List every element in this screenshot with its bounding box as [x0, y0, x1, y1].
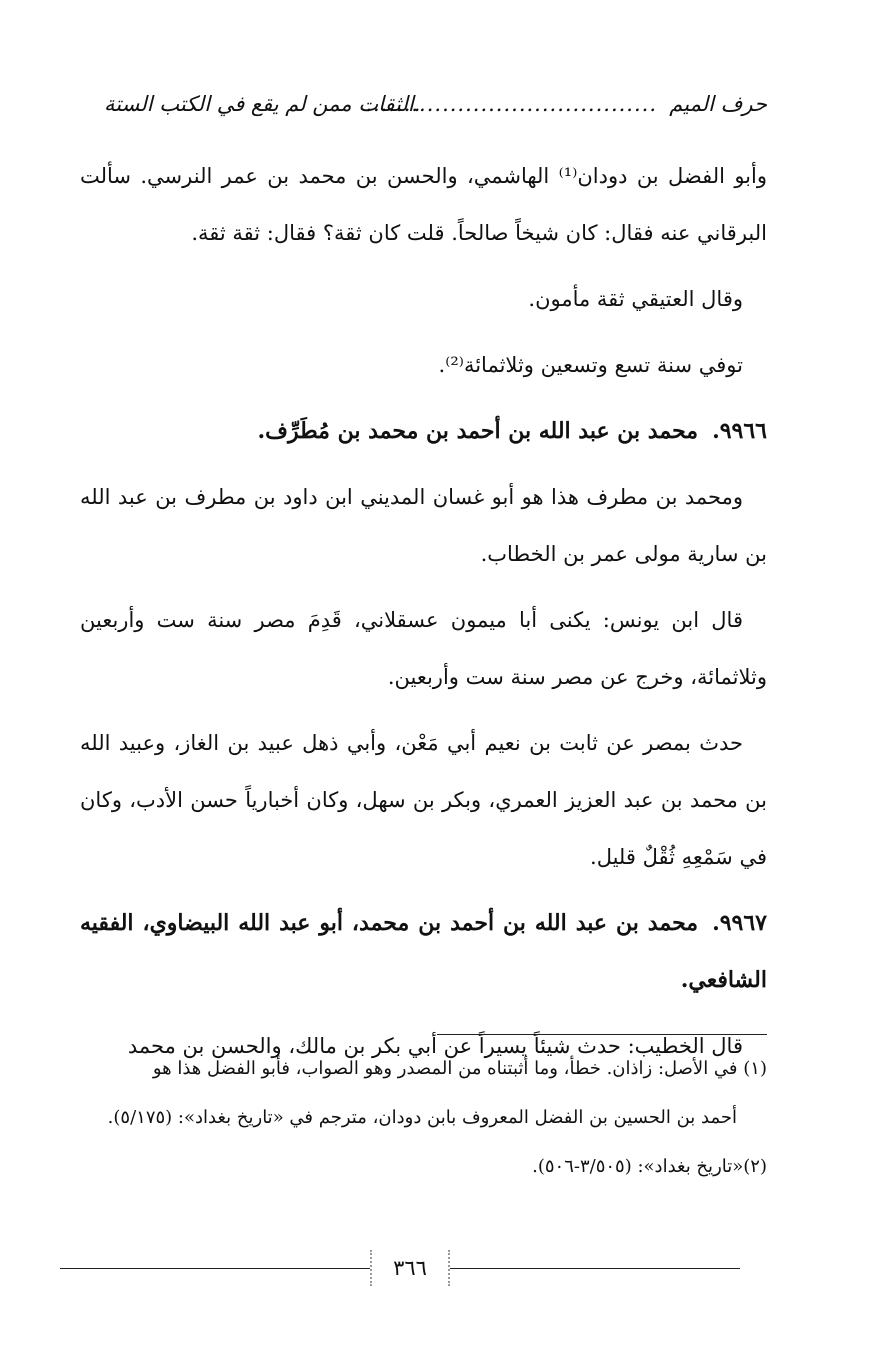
- page-number: ٣٦٦: [370, 1250, 450, 1286]
- entry-heading: [80, 403, 767, 460]
- header-book-title: .الثقات ممن لم يقع في الكتب الستة: [104, 92, 421, 116]
- paragraph: حدث بمصر عن ثابت بن نعيم أبي مَعْن، وأبي ذهل عبيد بن الغاز، وعبيد الله بن محمد بن عبد العزيز العمري، وبكر بن سهل، وكان أخبارياً حسن الأدب، وكان في سَمْعِهِ ثُقْلٌ قليل.: [80, 731, 767, 869]
- paragraph: ومحمد بن مطرف هذا هو أبو غسان المديني ابن داود بن مطرف بن عبد الله بن سارية مولى عمر بن الخطاب.: [80, 485, 767, 566]
- footnote-divider: [437, 1034, 767, 1035]
- entry-number: ٩٩٦٦.: [712, 418, 767, 444]
- header-dots: ......................................: [365, 92, 657, 116]
- paragraph: توفي سنة تسع وتسعين وثلاثمائة⁽²⁾.: [438, 353, 743, 377]
- entry-name: محمد بن عبد الله بن أحمد بن محمد بن مُطَرِّف.: [257, 418, 699, 444]
- footnotes: [80, 1044, 767, 1191]
- footnote-marker: (٢): [743, 1156, 767, 1177]
- footnote-marker: (١): [743, 1058, 767, 1079]
- entry-heading: [80, 895, 767, 1009]
- footnote-text: «تاريخ بغداد»: (٣/٥٠٥-٥٠٦).: [532, 1156, 744, 1177]
- paragraph: وأبو الفضل بن دودان⁽¹⁾ الهاشمي، والحسن بن محمد بن عمر النرسي. سألت البرقاني عنه فقال: كان شيخاً صالحاً. قلت كان ثقة؟ فقال: ثقة ثقة.: [80, 164, 767, 245]
- entry-name: محمد بن عبد الله بن أحمد بن محمد، أبو عبد الله البيضاوي، الفقيه الشافعي.: [80, 910, 767, 993]
- paragraph: وقال العتيقي ثقة مأمون.: [528, 287, 743, 311]
- footnote: [80, 1142, 767, 1191]
- footnote-text: في الأصل: زاذان. خطأ، وما أثبتناه من المصدر وهو الصواب، فأبو الفضل هذا هو: [152, 1058, 738, 1079]
- main-text: [80, 148, 767, 1084]
- running-header: [104, 92, 767, 132]
- footnote-continuation: أحمد بن الحسين بن الفضل المعروف بابن دودان، مترجم في «تاريخ بغداد»: (٥/١٧٥).: [107, 1107, 737, 1128]
- footnote: [80, 1044, 767, 1142]
- entry-number: ٩٩٦٧.: [712, 910, 767, 936]
- paragraph: قال ابن يونس: يكنى أبا ميمون عسقلاني، قَدِمَ مصر سنة ست وأربعين وثلاثمائة، وخرج عن مصر سنة ست وأربعين.: [80, 608, 767, 689]
- paragraph: قال الخطيب: حدث شيئاً يسيراً عن أبي بكر بن مالك، والحسن بن محمد: [127, 1034, 743, 1058]
- header-section: حرف الميم: [669, 92, 767, 116]
